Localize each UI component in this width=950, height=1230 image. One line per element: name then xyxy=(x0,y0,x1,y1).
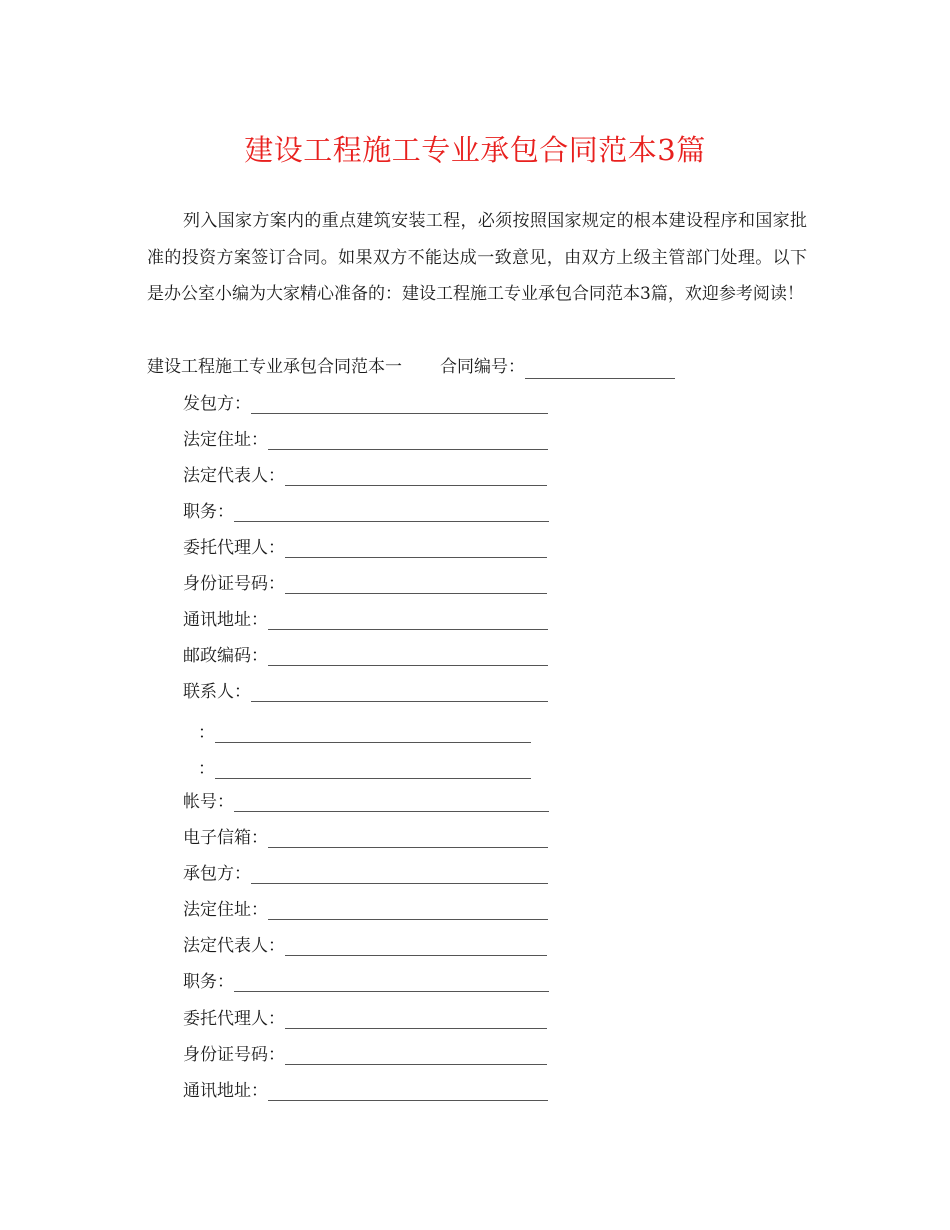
field-blank xyxy=(268,609,548,630)
field-label: 委托代理人： xyxy=(183,538,285,558)
field-blank xyxy=(285,465,547,486)
field-label: 发包方： xyxy=(183,394,251,414)
field-label: 联系人： xyxy=(183,682,251,702)
field-row-agent xyxy=(183,533,547,563)
contract-heading-row xyxy=(147,350,675,384)
field-row-contact xyxy=(183,677,548,707)
field-row-id-number xyxy=(183,1040,547,1070)
field-blank xyxy=(268,1080,548,1101)
field-row-email xyxy=(183,823,548,853)
field-blank xyxy=(234,791,549,812)
field-row-account xyxy=(183,787,549,817)
field-label: 委托代理人： xyxy=(183,1009,285,1029)
field-blank xyxy=(268,645,548,666)
field-blank xyxy=(285,537,547,558)
field-blank xyxy=(285,573,547,594)
contract-heading: 建设工程施工专业承包合同范本一 xyxy=(147,357,402,377)
field-label: 身份证号码： xyxy=(183,1045,285,1065)
field-label: 身份证号码： xyxy=(183,574,285,594)
field-label: 通讯地址： xyxy=(183,610,268,630)
field-blank xyxy=(234,501,549,522)
field-row-id-number xyxy=(183,569,547,599)
field-label: 通讯地址： xyxy=(183,1081,268,1101)
field-label: ： xyxy=(198,723,215,743)
field-label: 法定代表人： xyxy=(183,466,285,486)
field-blank xyxy=(268,827,548,848)
field-blank xyxy=(251,393,548,414)
field-label: 职务： xyxy=(183,502,234,522)
field-blank xyxy=(285,1008,547,1029)
field-blank xyxy=(285,1044,547,1065)
field-label: ： xyxy=(198,759,215,779)
field-row-unlabeled-1 xyxy=(198,718,531,748)
intro-paragraph: 列入国家方案内的重点建筑安装工程，必须按照国家规定的根本建设程序和国家批准的投资方案签订合同。如果双方不能达成一致意见，由双方上级主管部门处理。以下是办公室小编为大家精心准备的：建设工程施工专业承包合同范本3篇，欢迎参考阅读！ xyxy=(147,211,807,304)
field-row-party-b xyxy=(183,859,548,889)
field-label: 帐号： xyxy=(183,792,234,812)
field-row-legal-rep xyxy=(183,931,547,961)
field-blank xyxy=(285,935,547,956)
field-row-unlabeled-2 xyxy=(198,754,531,784)
contract-number-label: 合同编号： xyxy=(440,357,525,377)
field-label: 法定代表人： xyxy=(183,936,285,956)
field-label: 电子信箱： xyxy=(183,828,268,848)
field-blank xyxy=(268,429,548,450)
field-label: 法定住址： xyxy=(183,900,268,920)
field-label: 职务： xyxy=(183,972,234,992)
document-title: 建设工程施工专业承包合同范本3篇 xyxy=(244,133,706,167)
field-row-position xyxy=(183,967,549,997)
field-blank xyxy=(251,863,548,884)
field-label: 承包方： xyxy=(183,864,251,884)
field-row-address xyxy=(183,895,548,925)
field-row-mail-address xyxy=(183,605,548,635)
field-row-mail-address xyxy=(183,1076,548,1106)
field-row-agent xyxy=(183,1004,547,1034)
field-row-postcode xyxy=(183,641,548,671)
field-blank xyxy=(215,758,531,779)
field-blank xyxy=(251,681,548,702)
contract-number-blank xyxy=(525,356,675,379)
field-label: 邮政编码： xyxy=(183,646,268,666)
field-blank xyxy=(268,899,548,920)
field-blank xyxy=(234,971,549,992)
field-blank xyxy=(215,722,531,743)
field-row-legal-rep xyxy=(183,461,547,491)
field-row-address xyxy=(183,425,548,455)
field-row-position xyxy=(183,497,549,527)
field-row-party-a xyxy=(183,389,548,419)
field-label: 法定住址： xyxy=(183,430,268,450)
